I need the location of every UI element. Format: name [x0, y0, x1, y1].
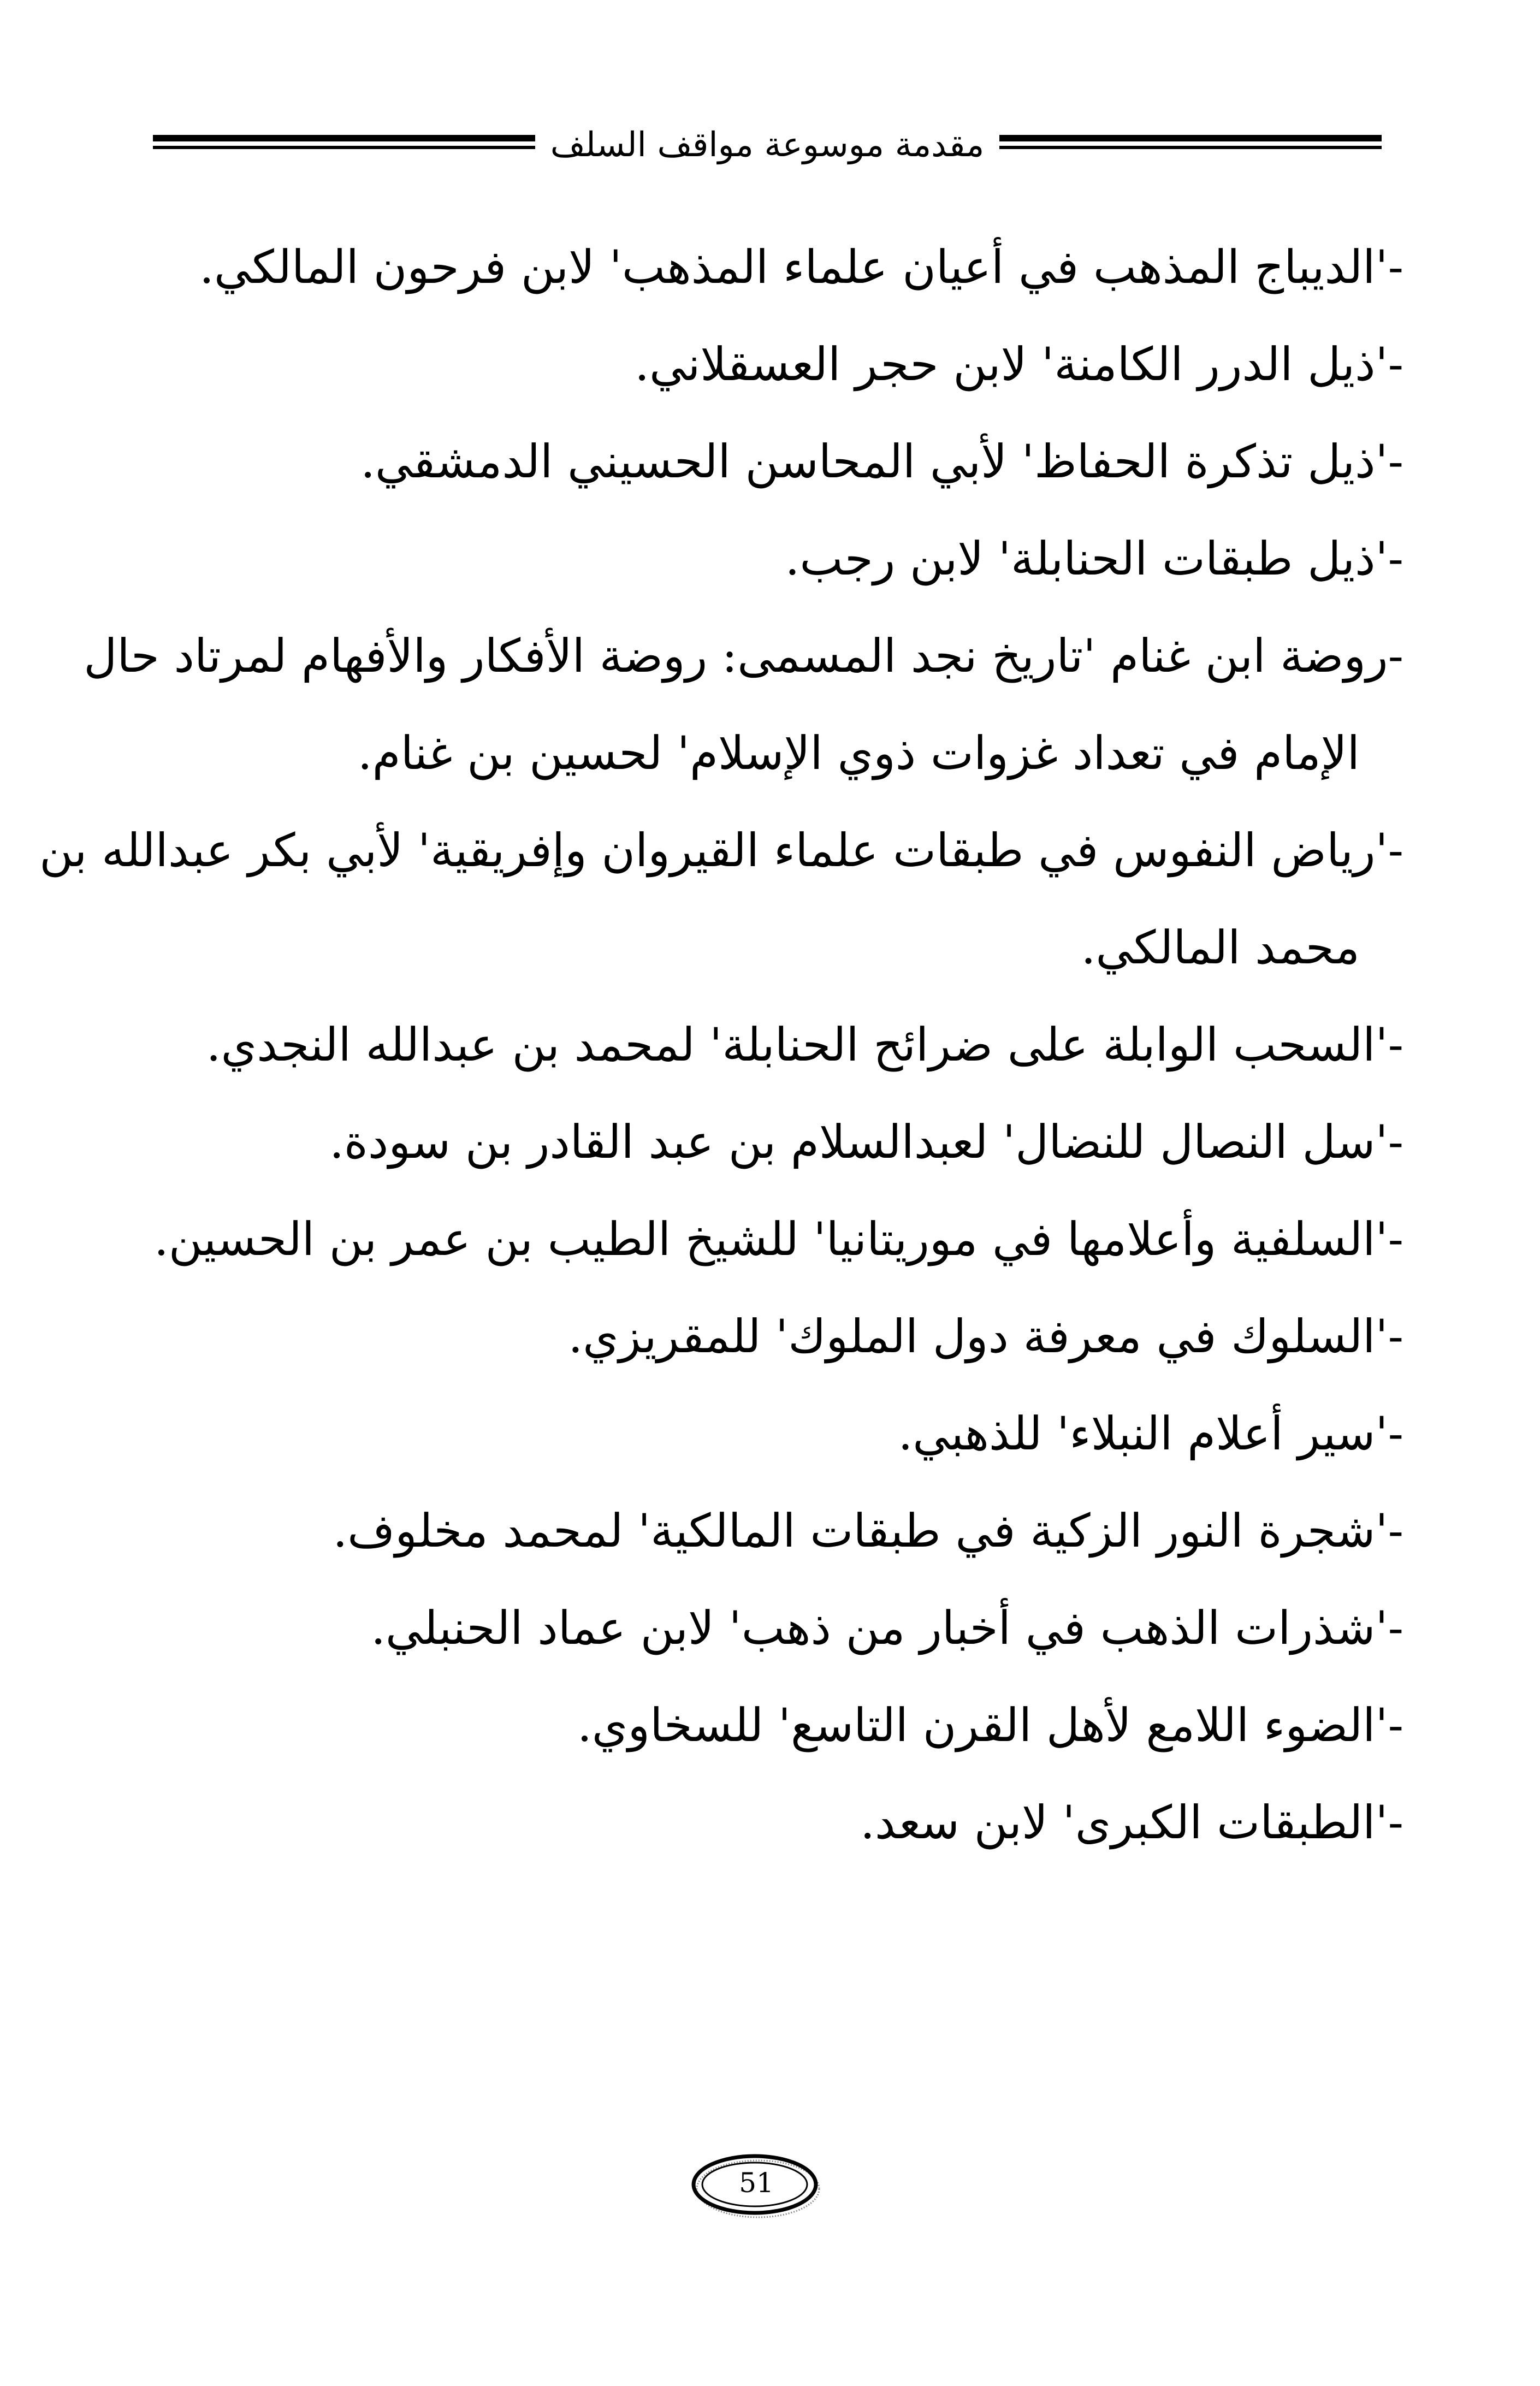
bibliography-entry: -'السلفية وأعلامها في موريتانيا' للشيخ الطيب بن عمر بن الحسين.	[154, 1212, 1403, 1266]
bibliography-entry: -'سل النصال للنضال' لعبدالسلام بن عبد القادر بن سودة.	[329, 1115, 1403, 1169]
bibliography-entry: -'شجرة النور الزكية في طبقات المالكية' لمحمد مخلوف.	[333, 1504, 1403, 1558]
bibliography-entry: -'الطبقات الكبرى' لابن سعد.	[860, 1796, 1403, 1849]
bibliography-entry: -'السلوك في معرفة دول الملوك' للمقريزي.	[568, 1310, 1403, 1363]
bibliography-entry: -'الضوء اللامع لأهل القرن التاسع' للسخاوي.	[577, 1698, 1403, 1752]
header-rule-left	[153, 135, 535, 149]
bibliography-list	[39, 218, 1403, 1871]
header-title: مقدمة موسوعة مواقف السلف	[550, 125, 985, 164]
header-rule-right	[999, 135, 1382, 149]
page-number-badge	[688, 2152, 825, 2223]
bibliography-entry: -'ذيل طبقات الحنابلة' لابن رجب.	[785, 532, 1403, 585]
bibliography-entry: -'الديباج المذهب في أعيان علماء المذهب' لابن فرحون المالكي.	[199, 240, 1403, 294]
bibliography-entry: -'ذيل الدرر الكامنة' لابن حجر العسقلاني.	[635, 338, 1403, 391]
bibliography-entry: -روضة ابن غنام 'تاريخ نجد المسمى: روضة الأفكار والأفهام لمرتاد حال	[84, 629, 1403, 683]
bibliography-entry: -'شذرات الذهب في أخبار من ذهب' لابن عماد الحنبلي.	[371, 1601, 1403, 1655]
bibliography-entry: -'رياض النفوس في طبقات علماء القيروان وإفريقية' لأبي بكر عبدالله بن	[39, 824, 1403, 877]
bibliography-entry: -'سير أعلام النبلاء' للذهبي.	[898, 1407, 1403, 1460]
page-number: 51	[739, 2167, 774, 2199]
running-header	[153, 123, 1382, 167]
bibliography-entry-continuation: محمد المالكي.	[1081, 921, 1360, 974]
bibliography-entry: -'ذيل تذكرة الحفاظ' لأبي المحاسن الحسيني الدمشقي.	[360, 435, 1403, 488]
bibliography-entry: -'السحب الوابلة على ضرائح الحنابلة' لمحمد بن عبدالله النجدي.	[206, 1018, 1403, 1071]
bibliography-entry-continuation: الإمام في تعداد غزوات ذوي الإسلام' لحسين بن غنام.	[357, 726, 1360, 780]
